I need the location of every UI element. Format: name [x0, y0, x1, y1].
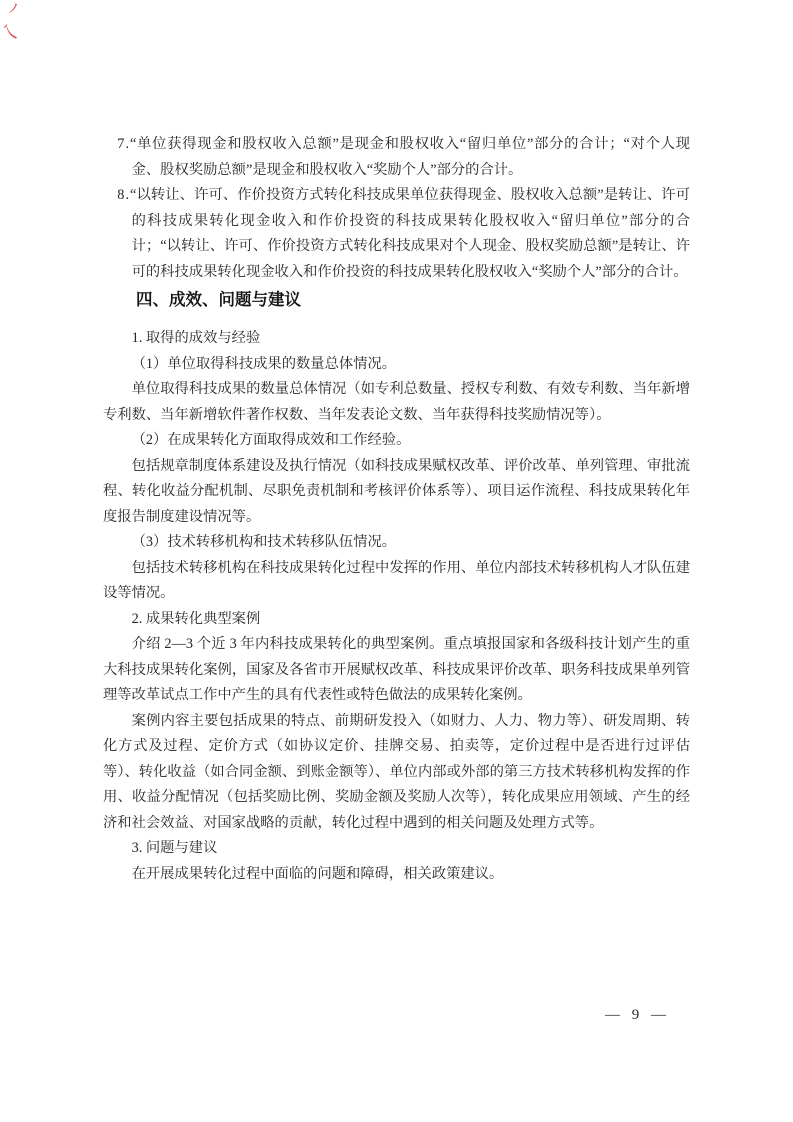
- list-item-1-3: （3）技术转移机构和技术转移队伍情况。: [131, 534, 397, 550]
- note-8: [103, 183, 690, 285]
- sub-heading-2: 2. 成果转化典型案例: [131, 610, 261, 627]
- paragraph: 单位取得科技成果的数量总体情况（如专利总数量、授权专利数、有效专利数、当年新增专利数、当年新增软件著作权数、当年发表论文数、当年获得科技奖励情况等）。: [103, 381, 690, 423]
- red-ink-artifact-icon: 乀: [2, 24, 19, 41]
- note-8-text: “以转让、许可、作价投资方式转化科技成果单位获得现金、股权收入总额”是转让、许可的科技成果转化现金收入和作价投资的科技成果转化股权收入“留归单位”部分的合计；“以转让、许可、作价投资方式转化科技成果对个人现金、股权奖励总额”是转让、许可的科技成果转化现金收入和作价投资的科技成果转化股权收入“奖励个人”部分的合计。: [130, 187, 690, 280]
- note-7-text: “单位获得现金和股权收入总额”是现金和股权收入“留归单位”部分的合计；“对个人现金、股权奖励总额”是现金和股权收入“奖励个人”部分的合计。: [130, 136, 690, 178]
- paragraph: 在开展成果转化过程中面临的问题和障碍，相关政策建议。: [131, 865, 504, 882]
- sub-heading-1: 1. 取得的成效与经验: [131, 330, 261, 346]
- page-number: — 9 —: [605, 1007, 667, 1023]
- paragraph: 包括规章制度体系建设及执行情况（如科技成果赋权改革、评价改革、单列管理、审批流程、转化收益分配机制、尽职免责机制和考核评价体系等）、项目运作流程、科技成果转化年度报告制度建设情况等。: [103, 457, 690, 525]
- note-7-number: 7.: [117, 136, 131, 152]
- sub-heading-3: 3. 问题与建议: [131, 840, 218, 856]
- note-8-number: 8.: [117, 187, 131, 203]
- paragraph: 案例内容主要包括成果的特点、前期研发投入（如财力、人力、物力等）、研发周期、转化方式及过程、定价方式（如协议定价、挂牌交易、拍卖等，定价过程中是否进行过评估等）、转化收益（如合同金额、到账金额等）、单位内部或外部的第三方技术转移机构发挥的作用、收益分配情况（包括奖励比例、奖励金额及奖励人次等），转化成果应用领域、产生的经济和社会效益、对国家战略的贡献，转化过程中遇到的相关问题及处理方式等。: [103, 712, 690, 831]
- red-ink-artifact-icon: ノ: [7, 1, 21, 16]
- paragraph: 介绍 2—3 个近 3 年内科技成果转化的典型案例。重点填报国家和各级科技计划产生的重大科技成果转化案例，国家及各省市开展赋权改革、科技成果评价改革、职务科技成果单列管理等改革试点工作中产生的具有代表性或特色做法的成果转化案例。: [103, 636, 690, 703]
- list-item-1-1: （1）单位取得科技成果的数量总体情况。: [131, 355, 397, 372]
- list-item-1-2: （2）在成果转化方面取得成效和工作经验。: [131, 432, 411, 448]
- note-7: [103, 132, 690, 183]
- paragraph: 包括技术转移机构在科技成果转化过程中发挥的作用、单位内部技术转移机构人才队伍建设等情况。: [103, 559, 690, 601]
- section-heading: 四、成效、问题与建议: [136, 291, 301, 309]
